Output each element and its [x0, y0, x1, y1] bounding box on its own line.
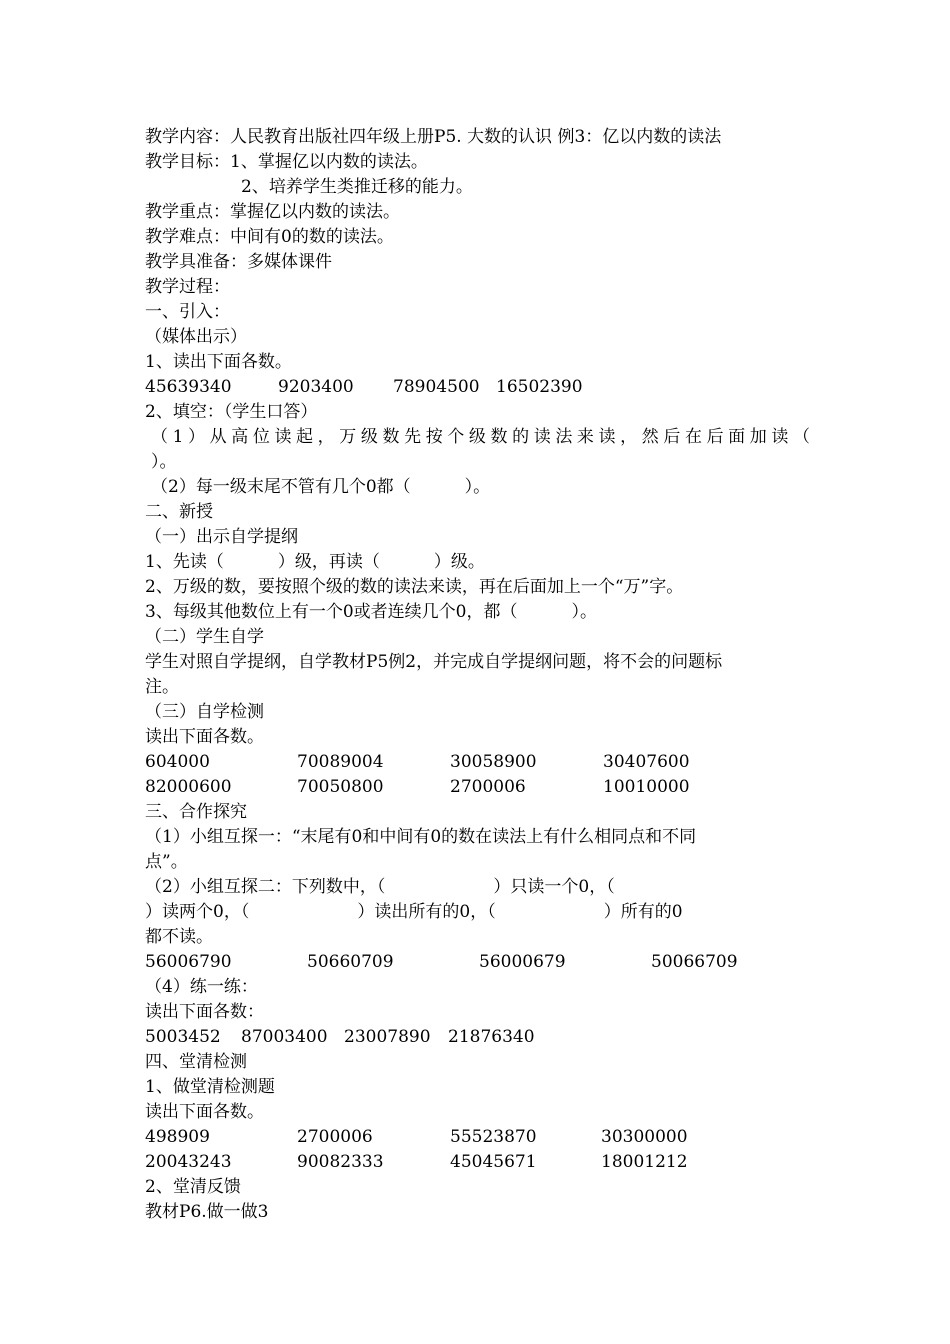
- teaching-goal-2: 2、培养学生类推迁移的能力。: [241, 177, 473, 197]
- check-instruction: 读出下面各数。: [145, 1102, 264, 1122]
- number-item: 2700006: [450, 777, 526, 797]
- fill-blank-1-end: ）。: [151, 452, 177, 472]
- self-study-text-end: 注。: [145, 677, 179, 697]
- self-check-title: （三）自学检测: [145, 702, 264, 722]
- check-subtitle-2: 2、堂清反馈: [145, 1177, 241, 1197]
- number-item: 56006790: [145, 952, 232, 972]
- outline-item-1: 1、先读（ ）级，再读（ ）级。: [145, 552, 485, 572]
- number-item: 50660709: [307, 952, 394, 972]
- number-item: 90082333: [297, 1152, 384, 1172]
- media-display: （媒体出示）: [145, 327, 247, 347]
- number-item: 2700006: [297, 1127, 373, 1147]
- intro-question-2: 2、填空：（学生口答）: [145, 402, 318, 422]
- explore-question-1: （1）小组互探一：“末尾有0和中间有0的数在读法上有什么相同点和不同: [145, 827, 697, 847]
- explore-number-row: [145, 950, 810, 975]
- self-study-title: （二）学生自学: [145, 627, 264, 647]
- explore-question-2-cont: ）读两个0，（ ）读出所有的0，（ ）所有的0: [145, 902, 683, 922]
- teaching-key-point: 教学重点：掌握亿以内数的读法。: [145, 202, 400, 222]
- number-item: 30407600: [603, 752, 690, 772]
- number-item: 30300000: [601, 1127, 688, 1147]
- teaching-process: 教学过程：: [145, 277, 230, 297]
- number-item: 78904500: [393, 377, 480, 397]
- self-study-outline-title: （一）出示自学提纲: [145, 527, 298, 547]
- number-item: 70050800: [297, 777, 384, 797]
- teaching-content: 教学内容：人民教育出版社四年级上册P5. 大数的认识 例3：亿以内数的读法: [145, 127, 722, 147]
- practice-title: （4）练一练：: [145, 977, 258, 997]
- explore-question-2-end: 都不读。: [145, 927, 213, 947]
- number-item: 30058900: [450, 752, 537, 772]
- number-item: 56000679: [479, 952, 566, 972]
- document-page: [145, 125, 810, 1225]
- outline-item-2: 2、万级的数，要按照个级的数的读法来读，再在后面加上一个“万”字。: [145, 577, 684, 597]
- practice-number-row: [145, 1025, 810, 1050]
- check-row-2: [145, 1150, 810, 1175]
- number-item: 45639340: [145, 377, 232, 397]
- self-check-instruction: 读出下面各数。: [145, 727, 264, 747]
- number-item: 23007890: [344, 1027, 431, 1047]
- self-study-text: 学生对照自学提纲，自学教材P5例2，并完成自学提纲问题，将不会的问题标: [145, 652, 723, 672]
- number-item: 21876340: [448, 1027, 535, 1047]
- teaching-difficulty: 教学难点：中间有0的数的读法。: [145, 227, 394, 247]
- number-item: 50066709: [651, 952, 738, 972]
- number-item: 10010000: [603, 777, 690, 797]
- intro-number-row: [145, 375, 810, 400]
- number-item: 70089004: [297, 752, 384, 772]
- number-item: 55523870: [450, 1127, 537, 1147]
- check-row-1: [145, 1125, 810, 1150]
- intro-question-1: 1、读出下面各数。: [145, 352, 292, 372]
- explore-question-2: （2）小组互探二：下列数中，（ ）只读一个0，（: [145, 877, 615, 897]
- section-intro-title: 一、引入：: [145, 302, 230, 322]
- number-item: 498909: [145, 1127, 210, 1147]
- number-item: 87003400: [241, 1027, 328, 1047]
- fill-blank-2: （2）每一级末尾不管有几个0都（ ）。: [151, 477, 491, 497]
- textbook-reference: 教材P6.做一做3: [145, 1202, 269, 1222]
- teaching-goal-1: 教学目标：1、掌握亿以内数的读法。: [145, 152, 428, 172]
- section-check-title: 四、堂清检测: [145, 1052, 247, 1072]
- number-item: 20043243: [145, 1152, 232, 1172]
- check-subtitle-1: 1、做堂清检测题: [145, 1077, 275, 1097]
- number-item: 5003452: [145, 1027, 221, 1047]
- self-check-row-2: [145, 775, 810, 800]
- number-item: 9203400: [278, 377, 354, 397]
- section-new-title: 二、新授: [145, 502, 213, 522]
- outline-item-3: 3、每级其他数位上有一个0或者连续几个0，都（ ）。: [145, 602, 597, 622]
- number-item: 16502390: [496, 377, 583, 397]
- number-item: 18001212: [601, 1152, 688, 1172]
- teaching-tools: 教学具准备：多媒体课件: [145, 252, 332, 272]
- practice-instruction: 读出下面各数：: [145, 1002, 264, 1022]
- number-item: 45045671: [450, 1152, 537, 1172]
- fill-blank-1: （1）从高位读起，万级数先按个级数的读法来读，然后在后面加读（: [151, 427, 810, 447]
- section-explore-title: 三、合作探究: [145, 802, 247, 822]
- explore-question-1-end: 点”。: [145, 852, 188, 872]
- number-item: 604000: [145, 752, 210, 772]
- number-item: 82000600: [145, 777, 232, 797]
- self-check-row-1: [145, 750, 810, 775]
